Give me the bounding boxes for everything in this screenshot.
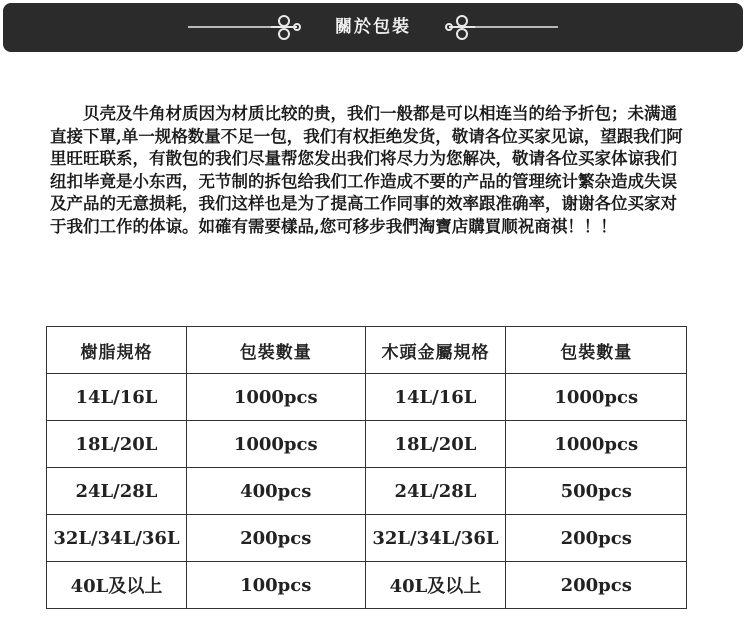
table-cell: 500pcs	[506, 468, 687, 515]
table-cell: 14L/16L	[47, 374, 187, 421]
table-cell: 40L及以上	[47, 562, 187, 609]
packaging-table	[46, 326, 687, 609]
table-cell: 1000pcs	[506, 374, 687, 421]
table-row	[47, 468, 687, 515]
table-cell: 14L/16L	[365, 374, 506, 421]
packaging-notice: 贝壳及牛角材质因为材质比较的贵，我们一般都是可以相连当的给予折包；未满通直接下單,单一规格数量不足一包，我们有权拒绝发货，敬请各位买家见谅，望跟我们阿里旺旺联系，有散包的我们尽量帮您发出我们将尽力为您解决，敬请各位买家体谅我们纽扣毕竟是小东西，无节制的拆包给我们工作造成不要的产品的管理统计繁杂造成失误及产品的无意损耗，我们这样也是为了提高工作同事的效率跟准确率，谢谢各位买家对于我们工作的体谅。如確有需要樣品,您可移步我們淘寶店購買顺祝商祺！！！	[50, 104, 683, 236]
table-cell: 200pcs	[506, 562, 687, 609]
table-cell: 1000pcs	[186, 421, 365, 468]
table-cell: 32L/34L/36L	[365, 515, 506, 562]
table-cell: 100pcs	[186, 562, 365, 609]
table-cell: 32L/34L/36L	[47, 515, 187, 562]
banner-title: 關於包裝	[335, 17, 411, 37]
table-cell: 1000pcs	[506, 421, 687, 468]
table-cell: 400pcs	[186, 468, 365, 515]
table-cell: 1000pcs	[186, 374, 365, 421]
table-cell: 18L/20L	[47, 421, 187, 468]
table-cell: 18L/20L	[365, 421, 506, 468]
table-cell: 24L/28L	[47, 468, 187, 515]
table-row	[47, 562, 687, 609]
table-cell: 200pcs	[186, 515, 365, 562]
table-cell: 200pcs	[506, 515, 687, 562]
table-cell: 40L及以上	[365, 562, 506, 609]
table-header-row	[47, 327, 687, 374]
table-row	[47, 515, 687, 562]
header-wood-metal-qty: 包裝數量	[506, 327, 687, 374]
header-banner	[3, 3, 743, 52]
table-cell: 24L/28L	[365, 468, 506, 515]
header-wood-metal-spec: 木頭金屬規格	[365, 327, 506, 374]
table-row	[47, 421, 687, 468]
header-resin-qty: 包裝數量	[186, 327, 365, 374]
table-row	[47, 374, 687, 421]
header-resin-spec: 樹脂規格	[47, 327, 187, 374]
